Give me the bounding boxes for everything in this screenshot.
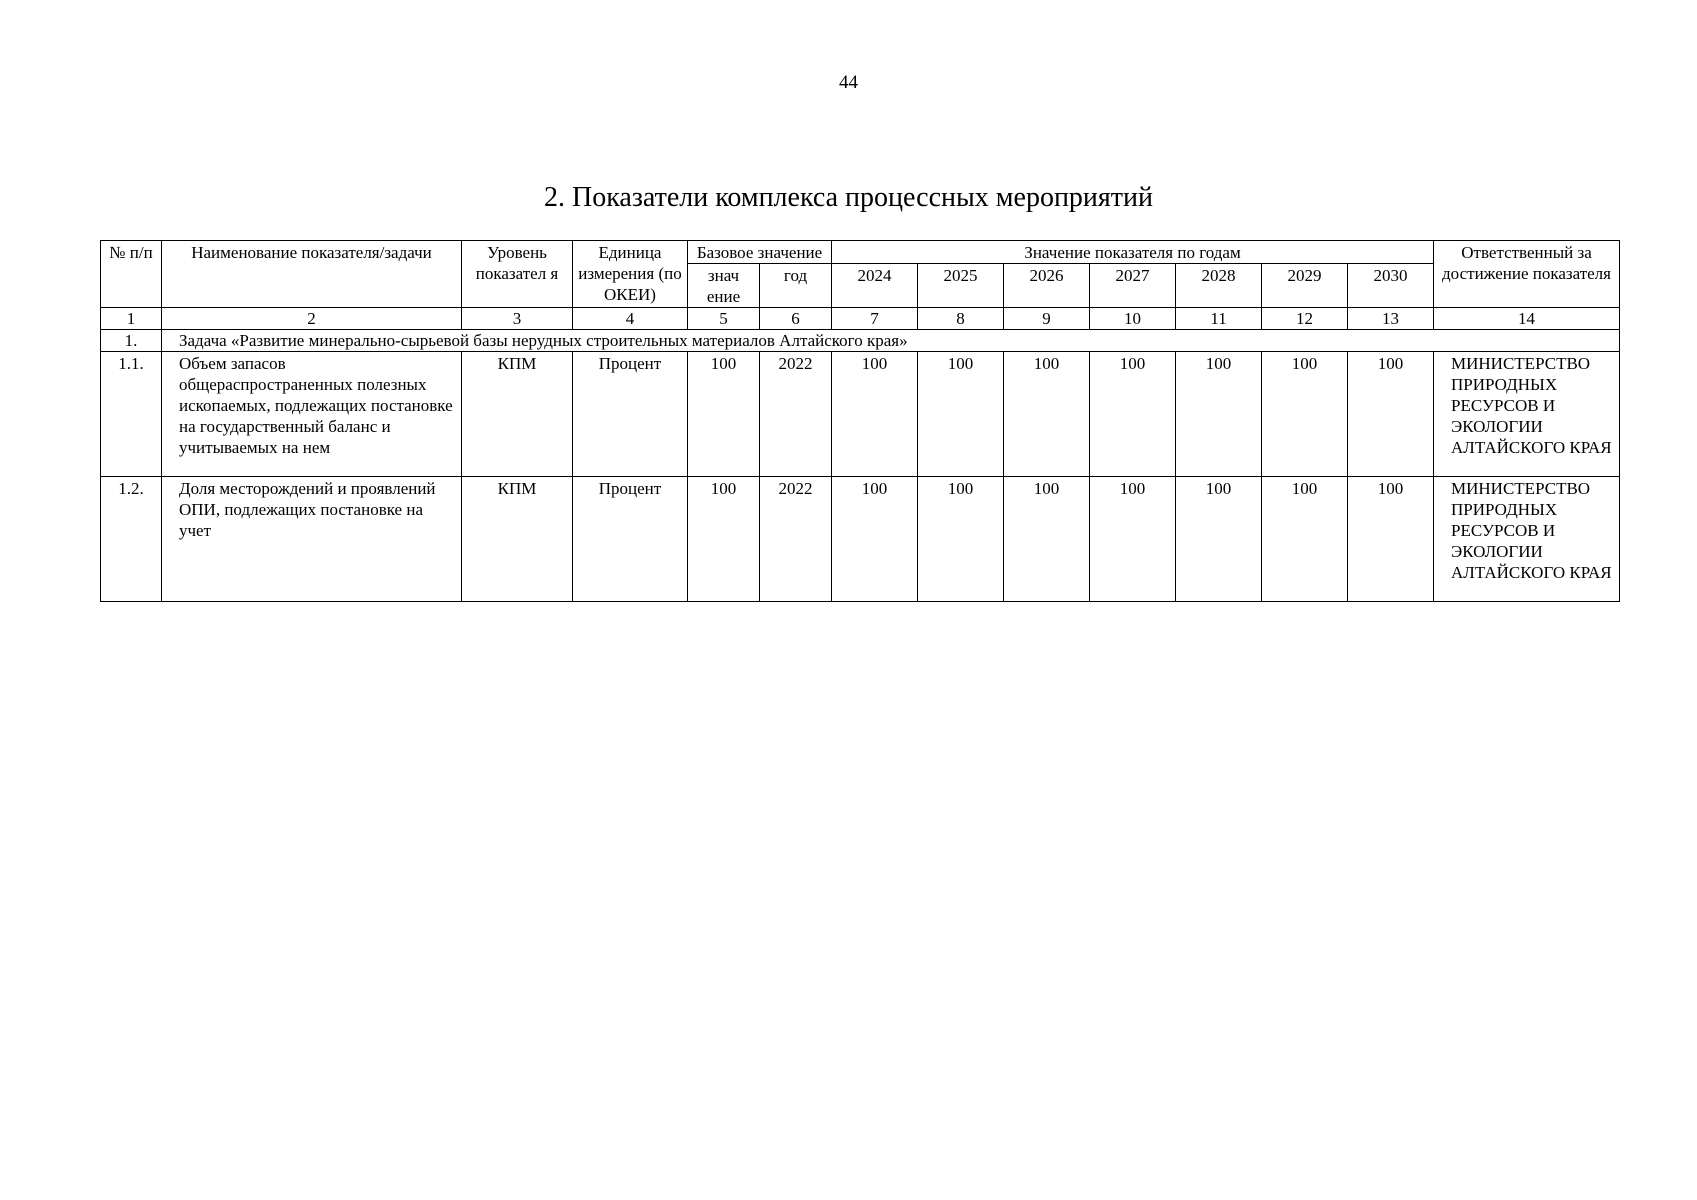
column-number: 13 xyxy=(1348,308,1434,330)
column-number: 8 xyxy=(918,308,1004,330)
row-year-value: 100 xyxy=(918,477,1004,602)
row-year-value: 100 xyxy=(1176,477,1262,602)
column-number: 10 xyxy=(1090,308,1176,330)
header-year: 2025 xyxy=(918,264,1004,308)
row-level: КПМ xyxy=(462,352,573,477)
header-responsible: Ответственный за достижение показателя xyxy=(1434,241,1620,308)
row-base-value: 100 xyxy=(688,352,760,477)
column-number: 3 xyxy=(462,308,573,330)
column-number: 12 xyxy=(1262,308,1348,330)
task-num: 1. xyxy=(101,330,162,352)
header-base: Базовое значение xyxy=(688,241,832,264)
row-year-value: 100 xyxy=(832,352,918,477)
column-number: 14 xyxy=(1434,308,1620,330)
row-year-value: 100 xyxy=(1176,352,1262,477)
row-base-year: 2022 xyxy=(760,477,832,602)
row-year-value: 100 xyxy=(832,477,918,602)
column-number: 11 xyxy=(1176,308,1262,330)
header-name: Наименование показателя/задачи xyxy=(162,241,462,308)
table-row xyxy=(101,477,1620,602)
row-year-value: 100 xyxy=(1262,477,1348,602)
row-num: 1.1. xyxy=(101,352,162,477)
row-num: 1.2. xyxy=(101,477,162,602)
header-year: 2030 xyxy=(1348,264,1434,308)
row-name: Доля месторождений и проявлений ОПИ, подлежащих постановке на учет xyxy=(162,477,462,602)
row-level: КПМ xyxy=(462,477,573,602)
column-number: 5 xyxy=(688,308,760,330)
header-year: 2029 xyxy=(1262,264,1348,308)
row-name: Объем запасов общераспространенных полезных ископаемых, подлежащих постановке на государственный баланс и учитываемых на нем xyxy=(162,352,462,477)
column-number: 4 xyxy=(573,308,688,330)
column-number: 2 xyxy=(162,308,462,330)
table-header-row xyxy=(101,241,1620,264)
row-responsible: МИНИСТЕРСТВО ПРИРОДНЫХ РЕСУРСОВ И ЭКОЛОГИИ АЛТАЙСКОГО КРАЯ xyxy=(1434,477,1620,602)
header-base-year: год xyxy=(760,264,832,308)
header-num: № п/п xyxy=(101,241,162,308)
row-year-value: 100 xyxy=(1348,477,1434,602)
header-year: 2028 xyxy=(1176,264,1262,308)
row-responsible: МИНИСТЕРСТВО ПРИРОДНЫХ РЕСУРСОВ И ЭКОЛОГИИ АЛТАЙСКОГО КРАЯ xyxy=(1434,352,1620,477)
row-unit: Процент xyxy=(573,352,688,477)
page-number: 44 xyxy=(839,72,858,93)
header-year: 2027 xyxy=(1090,264,1176,308)
row-year-value: 100 xyxy=(1004,352,1090,477)
header-years-group: Значение показателя по годам xyxy=(832,241,1434,264)
table-row xyxy=(101,352,1620,477)
row-base-value: 100 xyxy=(688,477,760,602)
column-number-row xyxy=(101,308,1620,330)
header-year: 2026 xyxy=(1004,264,1090,308)
header-unit: Единица измерения (по ОКЕИ) xyxy=(573,241,688,308)
row-year-value: 100 xyxy=(1262,352,1348,477)
row-year-value: 100 xyxy=(1348,352,1434,477)
row-year-value: 100 xyxy=(918,352,1004,477)
row-base-year: 2022 xyxy=(760,352,832,477)
column-number: 9 xyxy=(1004,308,1090,330)
page-title: 2. Показатели комплекса процессных мероприятий xyxy=(543,182,1153,213)
row-unit: Процент xyxy=(573,477,688,602)
column-number: 7 xyxy=(832,308,918,330)
row-year-value: 100 xyxy=(1090,352,1176,477)
column-number: 6 xyxy=(760,308,832,330)
column-number: 1 xyxy=(101,308,162,330)
task-text: Задача «Развитие минерально-сырьевой базы нерудных строительных материалов Алтайского края» xyxy=(162,330,1620,352)
task-row xyxy=(101,330,1620,352)
row-year-value: 100 xyxy=(1090,477,1176,602)
header-base-value: знач ение xyxy=(688,264,760,308)
row-year-value: 100 xyxy=(1004,477,1090,602)
header-year: 2024 xyxy=(832,264,918,308)
header-level: Уровень показател я xyxy=(462,241,573,308)
indicators-table xyxy=(100,240,1620,602)
